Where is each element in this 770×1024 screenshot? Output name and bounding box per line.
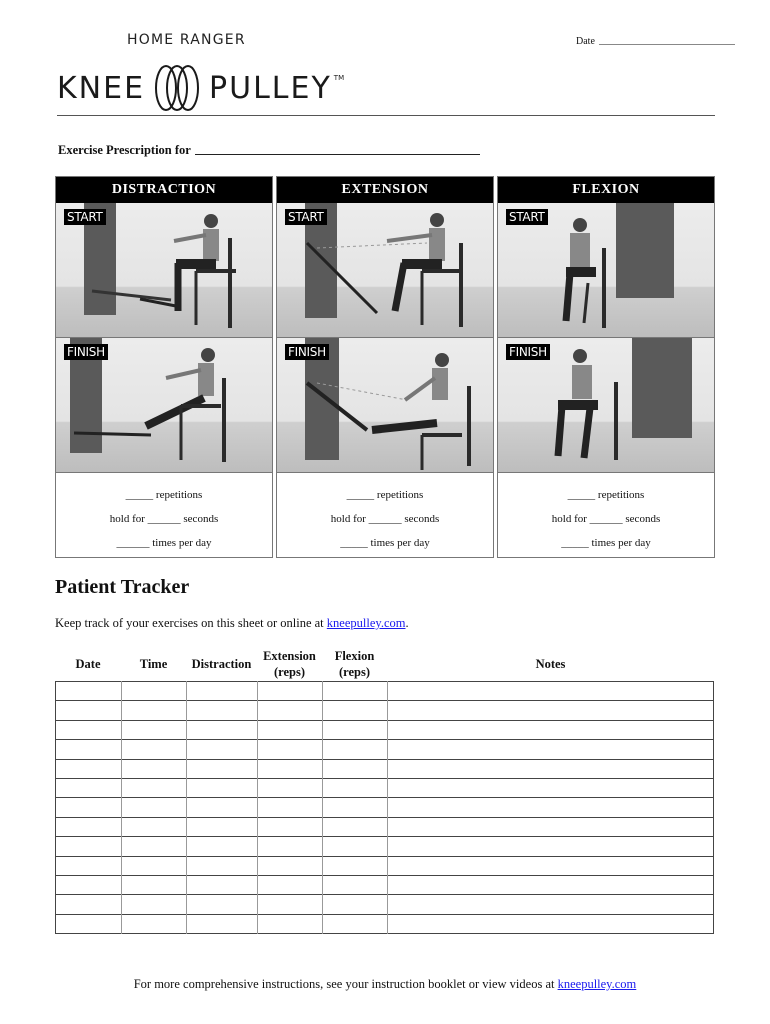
- table-row: [56, 914, 714, 933]
- repetitions-field[interactable]: _____ repetitions: [125, 489, 203, 501]
- cell-time[interactable]: [122, 759, 187, 778]
- repetitions-field[interactable]: _____ repetitions: [346, 489, 424, 501]
- cell-extension[interactable]: [258, 837, 323, 856]
- patient-tracker-title: Patient Tracker: [55, 576, 190, 598]
- exercise-photo-finish: [277, 338, 493, 473]
- table-row: [56, 856, 714, 875]
- cell-distraction[interactable]: [187, 798, 258, 817]
- cell-distraction[interactable]: [187, 740, 258, 759]
- cell-time[interactable]: [122, 856, 187, 875]
- cell-flexion[interactable]: [323, 817, 388, 836]
- table-row: [56, 759, 714, 778]
- exercise-title: DISTRACTION: [56, 177, 272, 203]
- column-header-sublabel: (reps): [273, 665, 305, 679]
- cell-date[interactable]: [56, 701, 122, 720]
- start-label: START: [506, 209, 548, 225]
- cell-extension[interactable]: [258, 798, 323, 817]
- finish-label: FINISH: [285, 344, 329, 360]
- times-per-day-field[interactable]: ______ times per day: [116, 537, 212, 549]
- date-field[interactable]: [576, 36, 735, 47]
- cell-notes[interactable]: [388, 740, 714, 759]
- knee-pulley-logo: [57, 66, 344, 110]
- cell-notes[interactable]: [388, 895, 714, 914]
- times-per-day-field[interactable]: _____ times per day: [340, 537, 430, 549]
- table-row: [56, 798, 714, 817]
- start-label: START: [64, 209, 106, 225]
- cell-extension[interactable]: [258, 817, 323, 836]
- cell-extension[interactable]: [258, 875, 323, 894]
- cell-notes[interactable]: [388, 914, 714, 933]
- exercise-parameters: [56, 473, 272, 557]
- tracker-desc-text: Keep track of your exercises on this sheet or online at: [55, 616, 327, 630]
- tracker-table: [55, 681, 714, 934]
- cell-flexion[interactable]: [323, 798, 388, 817]
- column-header-label: Time: [139, 657, 168, 671]
- hold-seconds-field[interactable]: hold for ______ seconds: [551, 513, 661, 525]
- cell-notes[interactable]: [388, 701, 714, 720]
- footer-text: For more comprehensive instructions, see your instruction booklet or view videos at: [133, 977, 558, 991]
- cell-time[interactable]: [122, 875, 187, 894]
- cell-time[interactable]: [122, 895, 187, 914]
- repetitions-field[interactable]: _____ repetitions: [567, 489, 645, 501]
- cell-time[interactable]: [122, 914, 187, 933]
- cell-time[interactable]: [122, 701, 187, 720]
- cell-date[interactable]: [56, 914, 122, 933]
- column-header-date: [55, 656, 121, 672]
- cell-time[interactable]: [122, 817, 187, 836]
- cell-extension[interactable]: [258, 914, 323, 933]
- footer: [0, 977, 770, 992]
- start-label: START: [285, 209, 327, 225]
- cell-notes[interactable]: [388, 759, 714, 778]
- footer-kneepulley-link[interactable]: kneepulley.com: [557, 977, 637, 991]
- logo-text-right: PULLEY: [209, 70, 332, 106]
- cell-time[interactable]: [122, 778, 187, 797]
- cell-extension[interactable]: [258, 701, 323, 720]
- cell-distraction[interactable]: [187, 856, 258, 875]
- cell-notes[interactable]: [388, 875, 714, 894]
- hold-seconds-field[interactable]: hold for ______ seconds: [109, 513, 219, 525]
- column-header-distraction: [186, 656, 257, 672]
- exercise-title: FLEXION: [498, 177, 714, 203]
- trademark: TM: [333, 74, 345, 82]
- exercise-panel-distraction: [55, 176, 273, 558]
- cell-flexion[interactable]: [323, 778, 388, 797]
- column-header-label: Flexion: [334, 649, 375, 663]
- exercise-photo-start: [277, 203, 493, 338]
- table-row: [56, 875, 714, 894]
- cell-distraction[interactable]: [187, 682, 258, 701]
- cell-extension[interactable]: [258, 740, 323, 759]
- cell-flexion[interactable]: [323, 759, 388, 778]
- cell-date[interactable]: [56, 856, 122, 875]
- exercise-parameters: [498, 473, 714, 557]
- cell-distraction[interactable]: [187, 837, 258, 856]
- tracker-desc-period: .: [405, 616, 409, 630]
- cell-date[interactable]: [56, 798, 122, 817]
- prescription-for-field[interactable]: [58, 143, 480, 158]
- cell-date[interactable]: [56, 759, 122, 778]
- table-row: [56, 817, 714, 836]
- tracker-table-header: [55, 648, 714, 681]
- cell-time[interactable]: [122, 798, 187, 817]
- cell-extension[interactable]: [258, 895, 323, 914]
- column-header-label: Notes: [535, 657, 566, 671]
- table-row: [56, 778, 714, 797]
- cell-extension[interactable]: [258, 682, 323, 701]
- cell-distraction[interactable]: [187, 759, 258, 778]
- cell-distraction[interactable]: [187, 817, 258, 836]
- date-blank-line[interactable]: [599, 44, 735, 45]
- cell-date[interactable]: [56, 875, 122, 894]
- column-header-flexion: [322, 648, 387, 680]
- column-header-extension: [257, 648, 322, 680]
- cell-extension[interactable]: [258, 720, 323, 739]
- cell-flexion[interactable]: [323, 720, 388, 739]
- table-row: [56, 837, 714, 856]
- cell-notes[interactable]: [388, 720, 714, 739]
- cell-time[interactable]: [122, 837, 187, 856]
- cell-distraction[interactable]: [187, 720, 258, 739]
- cell-notes[interactable]: [388, 778, 714, 797]
- cell-flexion[interactable]: [323, 740, 388, 759]
- cell-date[interactable]: [56, 817, 122, 836]
- cell-date[interactable]: [56, 682, 122, 701]
- cell-extension[interactable]: [258, 759, 323, 778]
- finish-label: FINISH: [506, 344, 550, 360]
- times-per-day-field[interactable]: _____ times per day: [561, 537, 651, 549]
- exercise-panels: [55, 176, 715, 558]
- cell-distraction[interactable]: [187, 895, 258, 914]
- cell-date[interactable]: [56, 778, 122, 797]
- exercise-panel-extension: [276, 176, 494, 558]
- kneepulley-link[interactable]: kneepulley.com: [326, 616, 406, 630]
- tracker-description: [55, 616, 409, 631]
- cell-extension[interactable]: [258, 856, 323, 875]
- header-divider: [57, 115, 715, 116]
- exercise-parameters: [277, 473, 493, 557]
- cell-date[interactable]: [56, 837, 122, 856]
- column-header-sublabel: (reps): [338, 665, 370, 679]
- table-row: [56, 720, 714, 739]
- cell-flexion[interactable]: [323, 914, 388, 933]
- cell-notes[interactable]: [388, 856, 714, 875]
- cell-time[interactable]: [122, 720, 187, 739]
- cell-date[interactable]: [56, 895, 122, 914]
- logo-text-left: KNEE: [57, 70, 146, 106]
- cell-distraction[interactable]: [187, 875, 258, 894]
- cell-notes[interactable]: [388, 798, 714, 817]
- cell-time[interactable]: [122, 740, 187, 759]
- prescription-label: Exercise Prescription for: [58, 143, 191, 157]
- cell-flexion[interactable]: [323, 837, 388, 856]
- cell-flexion[interactable]: [323, 895, 388, 914]
- cell-notes[interactable]: [388, 682, 714, 701]
- cell-time[interactable]: [122, 682, 187, 701]
- column-header-notes: [387, 656, 714, 672]
- exercise-photo-finish: [498, 338, 714, 473]
- finish-label: FINISH: [64, 344, 108, 360]
- cell-extension[interactable]: [258, 778, 323, 797]
- column-header-time: [121, 656, 186, 672]
- column-header-label: Date: [75, 657, 101, 671]
- cell-flexion[interactable]: [323, 875, 388, 894]
- cell-date[interactable]: [56, 740, 122, 759]
- cell-distraction[interactable]: [187, 778, 258, 797]
- brand-tagline: HOME RANGER: [127, 32, 246, 48]
- cell-distraction[interactable]: [187, 701, 258, 720]
- cell-notes[interactable]: [388, 837, 714, 856]
- pulley-rings-icon: [149, 64, 205, 112]
- patient-name-blank-line[interactable]: [195, 154, 480, 155]
- exercise-photo-start: [498, 203, 714, 338]
- cell-flexion[interactable]: [323, 701, 388, 720]
- column-header-label: Distraction: [191, 657, 252, 671]
- column-header-label: Extension: [263, 649, 316, 663]
- cell-distraction[interactable]: [187, 914, 258, 933]
- cell-flexion[interactable]: [323, 682, 388, 701]
- table-row: [56, 740, 714, 759]
- exercise-photo-finish: [56, 338, 272, 473]
- exercise-panel-flexion: [497, 176, 715, 558]
- table-row: [56, 701, 714, 720]
- cell-date[interactable]: [56, 720, 122, 739]
- exercise-title: EXTENSION: [277, 177, 493, 203]
- hold-seconds-field[interactable]: hold for ______ seconds: [330, 513, 440, 525]
- table-row: [56, 682, 714, 701]
- table-row: [56, 895, 714, 914]
- exercise-photo-start: [56, 203, 272, 338]
- cell-flexion[interactable]: [323, 856, 388, 875]
- date-label: Date: [576, 36, 595, 47]
- cell-notes[interactable]: [388, 817, 714, 836]
